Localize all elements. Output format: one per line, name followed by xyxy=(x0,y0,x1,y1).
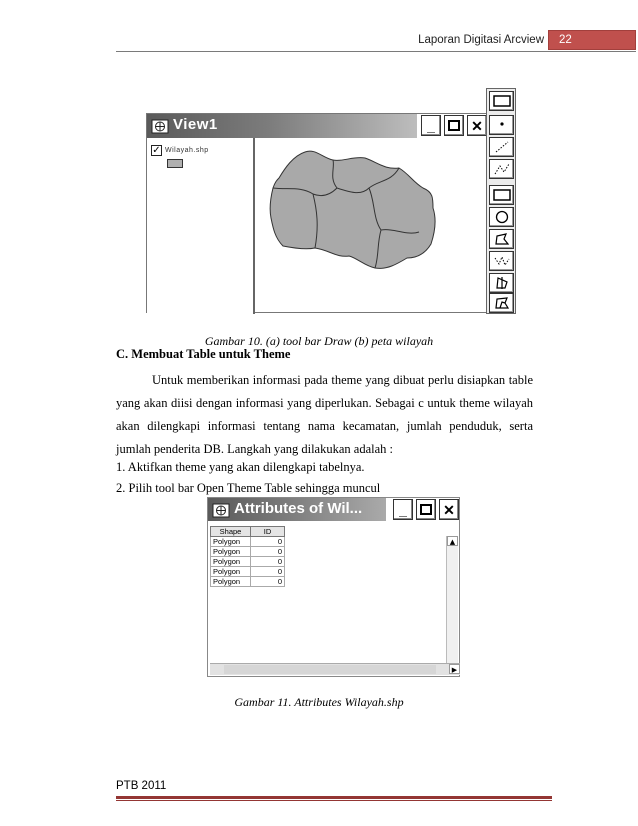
point-icon xyxy=(493,118,511,132)
map-display[interactable] xyxy=(257,138,488,313)
draw-rectangle-tool[interactable] xyxy=(489,91,514,111)
section-paragraph: Untuk memberikan informasi pada theme yang dibuat perlu disiapkan table yang akan diisi dengan informasi yang diperlukan. Sebagai c untuk theme wilayah akan dilengkapi informasi tentang nama kecamatan, jumlah penduduk, serta jumlah penderita DB. Langkah yang dilakukan adalah : xyxy=(116,373,533,456)
draw-polygon-tool[interactable] xyxy=(489,229,514,249)
layer-label: Wilayah.shp xyxy=(165,147,209,154)
close-button[interactable]: ✕ xyxy=(467,115,487,136)
maximize-button[interactable] xyxy=(444,115,464,136)
cell-id[interactable]: 0 xyxy=(251,537,285,547)
attributes-window xyxy=(207,497,460,677)
footer-rule-thick xyxy=(116,796,552,799)
figure-caption-11: Gambar 11. Attributes Wilayah.shp xyxy=(234,695,404,709)
layer-legend-swatch xyxy=(167,159,183,168)
step-2: 2. Pilih tool bar Open Theme Table sehingga muncul xyxy=(116,481,381,495)
auto-complete-polygon-tool[interactable] xyxy=(489,293,514,313)
rectangle-icon xyxy=(493,94,511,108)
attributes-titlebar[interactable] xyxy=(208,498,386,521)
globe-window-icon xyxy=(151,118,169,134)
layer-row[interactable] xyxy=(151,145,209,156)
table-header-row xyxy=(211,527,285,537)
region-polygon-outline xyxy=(270,151,435,268)
header-rule xyxy=(116,51,636,52)
draw-circle-tool[interactable] xyxy=(489,207,514,227)
box-icon xyxy=(493,188,511,202)
maximize-icon xyxy=(448,120,460,131)
scroll-up-arrow-icon[interactable]: ▲ xyxy=(447,536,458,546)
maximize-icon xyxy=(420,504,432,515)
column-header-shape[interactable]: Shape xyxy=(211,527,251,537)
line-icon xyxy=(493,140,511,154)
layer-visibility-checkbox[interactable]: ✓ xyxy=(152,145,161,156)
circle-icon xyxy=(493,210,511,224)
table-row[interactable] xyxy=(211,547,285,557)
auto-complete-icon xyxy=(493,296,511,310)
table-row[interactable] xyxy=(211,577,285,587)
minimize-button[interactable]: _ xyxy=(421,115,441,136)
cell-id[interactable]: 0 xyxy=(251,557,285,567)
step-1: 1. Aktifkan theme yang akan dilengkapi tabelnya. xyxy=(116,460,365,474)
cell-shape[interactable]: Polygon xyxy=(211,567,251,577)
draw-box-tool[interactable] xyxy=(489,185,514,205)
maximize-button[interactable] xyxy=(416,499,436,520)
polygon-icon xyxy=(493,232,511,246)
split-line-icon xyxy=(493,254,511,268)
column-header-id[interactable]: ID xyxy=(251,527,285,537)
draw-point-tool[interactable] xyxy=(489,115,514,135)
table-row[interactable] xyxy=(211,557,285,567)
cell-shape[interactable]: Polygon xyxy=(211,557,251,567)
attribute-table xyxy=(210,526,285,587)
split-line-tool[interactable] xyxy=(489,251,514,271)
region-map xyxy=(257,138,488,313)
attributes-window-controls xyxy=(389,499,459,521)
cell-shape[interactable]: Polygon xyxy=(211,537,251,547)
page-number-badge: 22 xyxy=(548,30,636,50)
table-window-icon xyxy=(212,502,230,518)
section-heading: C. Membuat Table untuk Theme xyxy=(116,347,291,361)
horizontal-scrollbar[interactable] xyxy=(210,663,460,675)
view1-title: View1 xyxy=(173,116,218,133)
table-row[interactable] xyxy=(211,537,285,547)
cell-id[interactable]: 0 xyxy=(251,577,285,587)
draw-polyline-tool[interactable] xyxy=(489,159,514,179)
polyline-icon xyxy=(493,162,511,176)
draw-line-tool[interactable] xyxy=(489,137,514,157)
figure-caption-10: Gambar 10. (a) tool bar Draw (b) peta wilayah xyxy=(204,334,434,348)
draw-toolbar xyxy=(486,88,516,314)
view1-titlebar[interactable] xyxy=(147,114,417,138)
view1-window xyxy=(146,113,488,313)
view1-window-controls xyxy=(417,115,487,137)
minimize-button[interactable]: _ xyxy=(393,499,413,520)
cell-shape[interactable]: Polygon xyxy=(211,547,251,557)
footer-rule-thin xyxy=(116,800,552,801)
cell-shape[interactable]: Polygon xyxy=(211,577,251,587)
attributes-title: Attributes of Wil... xyxy=(234,500,363,517)
cell-id[interactable]: 0 xyxy=(251,547,285,557)
close-button[interactable]: ✕ xyxy=(439,499,459,520)
horizontal-scroll-thumb[interactable] xyxy=(224,665,436,674)
cell-id[interactable]: 0 xyxy=(251,567,285,577)
scroll-right-arrow-icon[interactable]: ▶ xyxy=(449,664,460,674)
split-polygon-icon xyxy=(493,276,511,290)
table-row[interactable] xyxy=(211,567,285,577)
table-of-contents xyxy=(147,138,255,314)
header-title: Laporan Digitasi Arcview xyxy=(418,34,544,46)
vertical-scrollbar[interactable] xyxy=(446,536,458,664)
split-polygon-tool[interactable] xyxy=(489,273,514,293)
footer-text: PTB 2011 xyxy=(116,780,167,792)
